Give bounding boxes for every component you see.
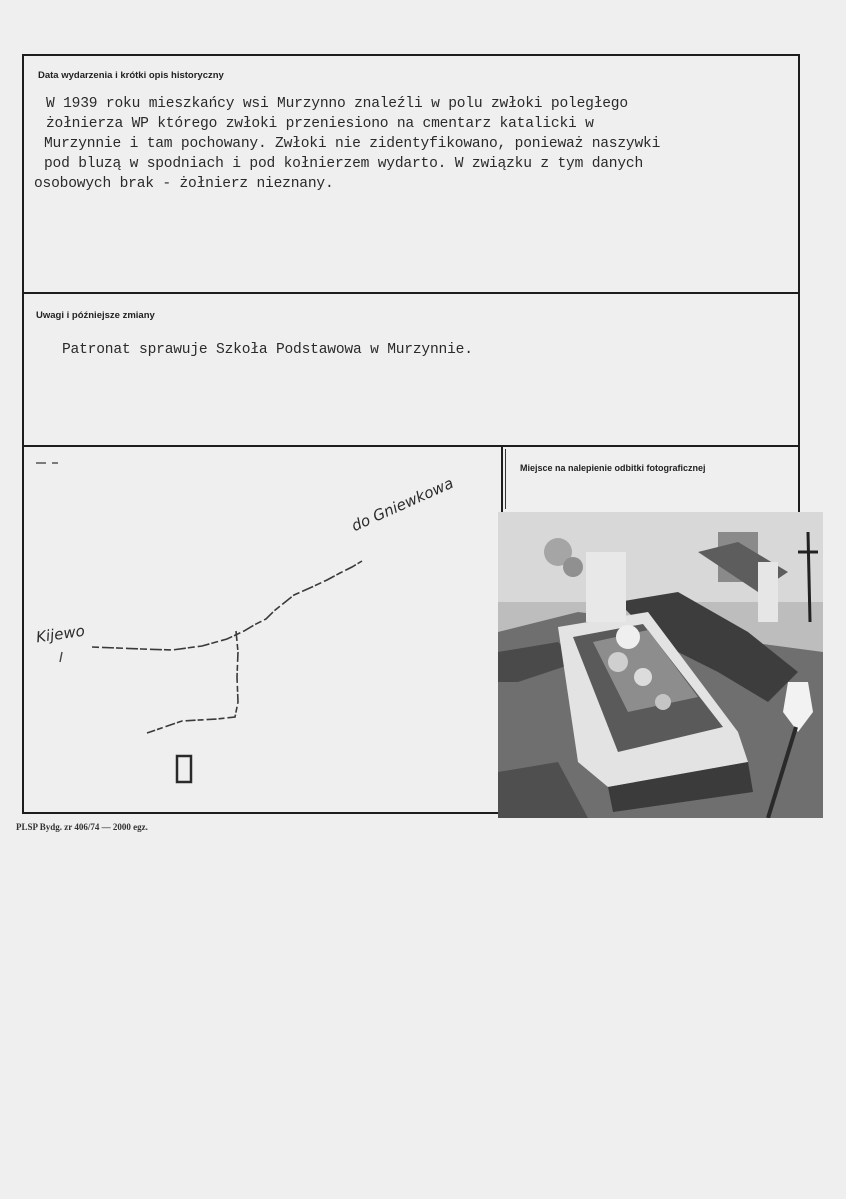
history-line-2: żołnierza WP którego zwłoki przeniesiono na cmentarz katalicki w [46,116,594,132]
history-line-4: pod bluzą w spodniach i pod kołnierzem wydarto. W związku z tym danych [44,156,644,172]
section-divider-1 [22,292,800,294]
grave-photograph [498,512,823,818]
photo-placeholder-header [505,449,799,509]
map-label-do-gniewkowa: do Gniewkowa [348,473,457,535]
map-sketch-drawing [22,447,503,814]
history-line-5: osobowych brak - żołnierz nieznany. [34,176,334,192]
print-footer: PLSP Bydg. zr 406/74 — 2000 egz. [16,822,148,832]
map-sketch-area [22,447,503,814]
remarks-section-label: Uwagi i późniejsze zmiany [36,310,155,321]
photo-section-label: Miejsce na nalepienie odbitki fotograficznej [520,463,706,473]
remarks-text: Patronat sprawuje Szkoła Podstawowa w Murzynnie. [62,342,473,358]
grave-photo-image [498,512,823,818]
history-section-label: Data wydarzenia i krótki opis historyczny [38,70,224,81]
history-line-3: Murzynnie i tam pochowany. Zwłoki nie zidentyfikowano, ponieważ naszywki [44,136,661,152]
map-label-kijewo: Kijewo [34,621,86,647]
history-line-1: W 1939 roku mieszkańcy wsi Murzynno znaleźli w polu zwłoki poległego [46,96,628,112]
